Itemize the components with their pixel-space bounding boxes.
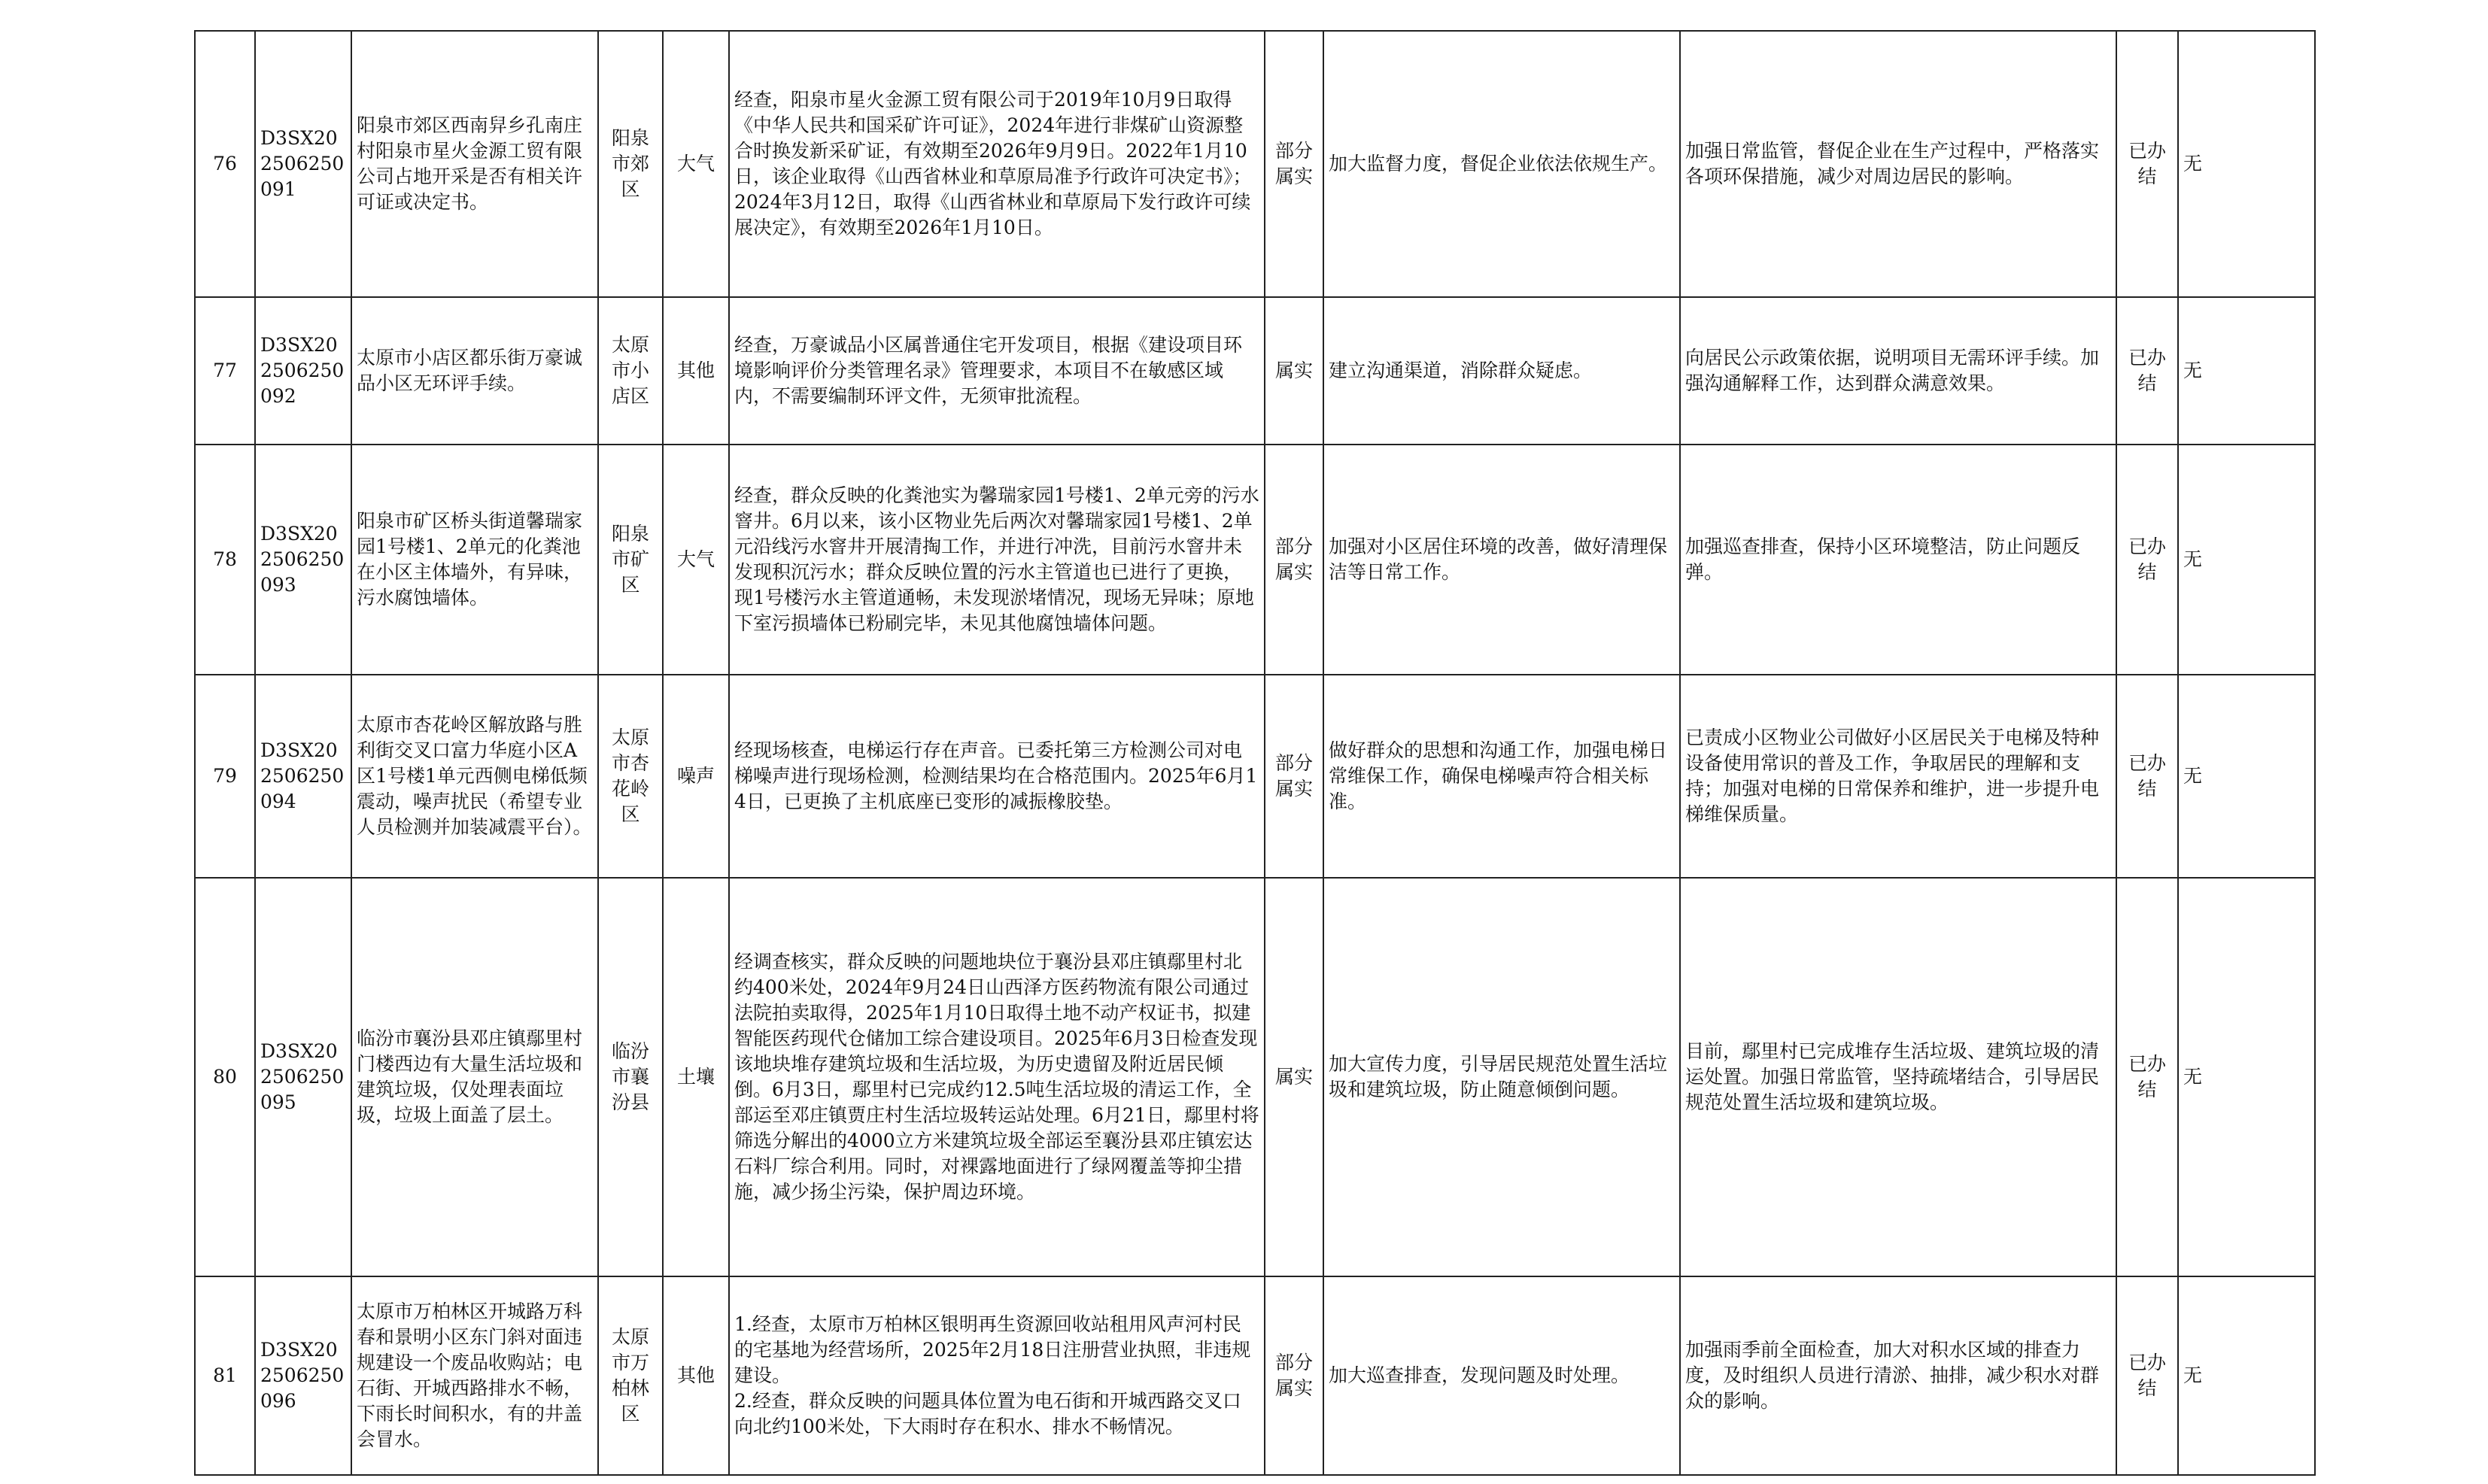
row-number: 78: [195, 445, 255, 675]
verification-result: 部分属实: [1265, 1276, 1323, 1475]
pollution-type: 噪声: [663, 675, 729, 878]
verification-result: 部分属实: [1265, 31, 1323, 297]
case-code: D3SX202506250095: [255, 878, 351, 1276]
table-row: [195, 445, 2315, 675]
table-row: [195, 878, 2315, 1276]
follow-up-measures: 加强日常监管，督促企业在生产过程中，严格落实各项环保措施，减少对周边居民的影响。: [1680, 31, 2116, 297]
case-status: 已办结: [2116, 1276, 2178, 1475]
administrative-area: 太原市杏花岭区: [598, 675, 663, 878]
case-status: 已办结: [2116, 445, 2178, 675]
follow-up-measures: 加强雨季前全面检查，加大对积水区域的排查力度，及时组织人员进行清淤、抽排，减少积水对群众的影响。: [1680, 1276, 2116, 1475]
follow-up-measures: 已责成小区物业公司做好小区居民关于电梯及特种设备使用常识的普及工作，争取居民的理解和支持；加强对电梯的日常保养和维护，进一步提升电梯维保质量。: [1680, 675, 2116, 878]
complaint-content: 太原市小店区都乐街万豪诚品小区无环评手续。: [351, 297, 598, 445]
investigation-findings: 经查，万豪诚品小区属普通住宅开发项目，根据《建设项目环境影响评价分类管理名录》管理要求，本项目不在敏感区域内，不需要编制环评文件，无须审批流程。: [729, 297, 1265, 445]
case-status: 已办结: [2116, 878, 2178, 1276]
case-code: D3SX202506250093: [255, 445, 351, 675]
case-code: D3SX202506250094: [255, 675, 351, 878]
row-number: 76: [195, 31, 255, 297]
complaint-content: 太原市杏花岭区解放路与胜利街交叉口富力华庭小区A区1号楼1单元西侧电梯低频震动，噪声扰民（希望专业人员检测并加装减震平台）。: [351, 675, 598, 878]
investigation-findings: 经调查核实，群众反映的问题地块位于襄汾县邓庄镇鄢里村北约400米处，2024年9月24日山西泽方医药物流有限公司通过法院拍卖取得，2025年1月10日取得土地不动产权证书，拟建智能医药现代仓储加工综合建设项目。2025年6月3日检查发现该地块堆存建筑垃圾和生活垃圾，为历史遗留及附近居民倾倒。6月3日，鄢里村已完成约12.5吨生活垃圾的清运工作，全部运至邓庄镇贾庄村生活垃圾转运站处理。6月21日，鄢里村将筛选分解出的4000立方米建筑垃圾全部运至襄汾县邓庄镇宏达石料厂综合利用。同时，对裸露地面进行了绿网覆盖等抑尘措施，减少扬尘污染，保护周边环境。: [729, 878, 1265, 1276]
handling-measures: 做好群众的思想和沟通工作，加强电梯日常维保工作，确保电梯噪声符合相关标准。: [1323, 675, 1680, 878]
complaint-content: 临汾市襄汾县邓庄镇鄢里村门楼西边有大量生活垃圾和建筑垃圾，仅处理表面垃圾，垃圾上面盖了层土。: [351, 878, 598, 1276]
administrative-area: 阳泉市郊区: [598, 31, 663, 297]
case-table: [194, 30, 2316, 1476]
handling-measures: 加强对小区居住环境的改善，做好清理保洁等日常工作。: [1323, 445, 1680, 675]
handling-measures: 建立沟通渠道，消除群众疑虑。: [1323, 297, 1680, 445]
administrative-area: 太原市小店区: [598, 297, 663, 445]
table-row: [195, 297, 2315, 445]
verification-result: 属实: [1265, 297, 1323, 445]
administrative-area: 阳泉市矿区: [598, 445, 663, 675]
row-number: 79: [195, 675, 255, 878]
case-code: D3SX202506250096: [255, 1276, 351, 1475]
case-status: 已办结: [2116, 297, 2178, 445]
pollution-type: 土壤: [663, 878, 729, 1276]
follow-up-measures: 加强巡查排查，保持小区环境整洁，防止问题反弹。: [1680, 445, 2116, 675]
complaint-content: 阳泉市矿区桥头街道馨瑞家园1号楼1、2单元的化粪池在小区主体墙外，有异味，污水腐蚀墙体。: [351, 445, 598, 675]
table-row: [195, 31, 2315, 297]
pollution-type: 大气: [663, 31, 729, 297]
case-status: 已办结: [2116, 675, 2178, 878]
pollution-type: 其他: [663, 1276, 729, 1475]
verification-result: 属实: [1265, 878, 1323, 1276]
row-number: 77: [195, 297, 255, 445]
pollution-type: 大气: [663, 445, 729, 675]
case-code: D3SX202506250092: [255, 297, 351, 445]
remarks: 无: [2178, 878, 2315, 1276]
remarks: 无: [2178, 445, 2315, 675]
remarks: 无: [2178, 31, 2315, 297]
remarks: 无: [2178, 297, 2315, 445]
follow-up-measures: 目前，鄢里村已完成堆存生活垃圾、建筑垃圾的清运处置。加强日常监管，坚持疏堵结合，引导居民规范处置生活垃圾和建筑垃圾。: [1680, 878, 2116, 1276]
verification-result: 部分属实: [1265, 675, 1323, 878]
handling-measures: 加大宣传力度，引导居民规范处置生活垃圾和建筑垃圾，防止随意倾倒问题。: [1323, 878, 1680, 1276]
complaint-content: 太原市万柏林区开城路万科春和景明小区东门斜对面违规建设一个废品收购站；电石街、开城西路排水不畅，下雨长时间积水，有的井盖会冒水。: [351, 1276, 598, 1475]
remarks: 无: [2178, 1276, 2315, 1475]
pollution-type: 其他: [663, 297, 729, 445]
row-number: 80: [195, 878, 255, 1276]
table-body: [195, 31, 2315, 1475]
verification-result: 部分属实: [1265, 445, 1323, 675]
case-code: D3SX202506250091: [255, 31, 351, 297]
table-row: [195, 1276, 2315, 1475]
investigation-findings: 经查，阳泉市星火金源工贸有限公司于2019年10月9日取得《中华人民共和国采矿许可证》，2024年进行非煤矿山资源整合时换发新采矿证，有效期至2026年9月9日。2022年1月10日，该企业取得《山西省林业和草原局准予行政许可决定书》；2024年3月12日，取得《山西省林业和草原局下发行政许可续展决定》，有效期至2026年1月10日。: [729, 31, 1265, 297]
row-number: 81: [195, 1276, 255, 1475]
follow-up-measures: 向居民公示政策依据，说明项目无需环评手续。加强沟通解释工作，达到群众满意效果。: [1680, 297, 2116, 445]
handling-measures: 加大巡查排查，发现问题及时处理。: [1323, 1276, 1680, 1475]
table-row: [195, 675, 2315, 878]
investigation-findings: 1.经查，太原市万柏林区银明再生资源回收站租用风声河村民的宅基地为经营场所，2025年2月18日注册营业执照，非违规建设。 2.经查，群众反映的问题具体位置为电石街和开城西路交叉口向北约100米处，下大雨时存在积水、排水不畅情况。: [729, 1276, 1265, 1475]
administrative-area: 太原市万柏林区: [598, 1276, 663, 1475]
complaint-content: 阳泉市郊区西南舁乡孔南庄村阳泉市星火金源工贸有限公司占地开采是否有相关许可证或决定书。: [351, 31, 598, 297]
handling-measures: 加大监督力度，督促企业依法依规生产。: [1323, 31, 1680, 297]
investigation-findings: 经现场核查，电梯运行存在声音。已委托第三方检测公司对电梯噪声进行现场检测，检测结果均在合格范围内。2025年6月14日，已更换了主机底座已变形的减振橡胶垫。: [729, 675, 1265, 878]
remarks: 无: [2178, 675, 2315, 878]
case-status: 已办结: [2116, 31, 2178, 297]
investigation-findings: 经查，群众反映的化粪池实为馨瑞家园1号楼1、2单元旁的污水窨井。6月以来，该小区物业先后两次对馨瑞家园1号楼1、2单元沿线污水窨井开展清掏工作，并进行冲洗，目前污水窨井未发现积沉污水；群众反映位置的污水主管道也已进行了更换，现1号楼污水主管道通畅，未发现淤堵情况，现场无异味；原地下室污损墙体已粉刷完毕，未见其他腐蚀墙体问题。: [729, 445, 1265, 675]
administrative-area: 临汾市襄汾县: [598, 878, 663, 1276]
